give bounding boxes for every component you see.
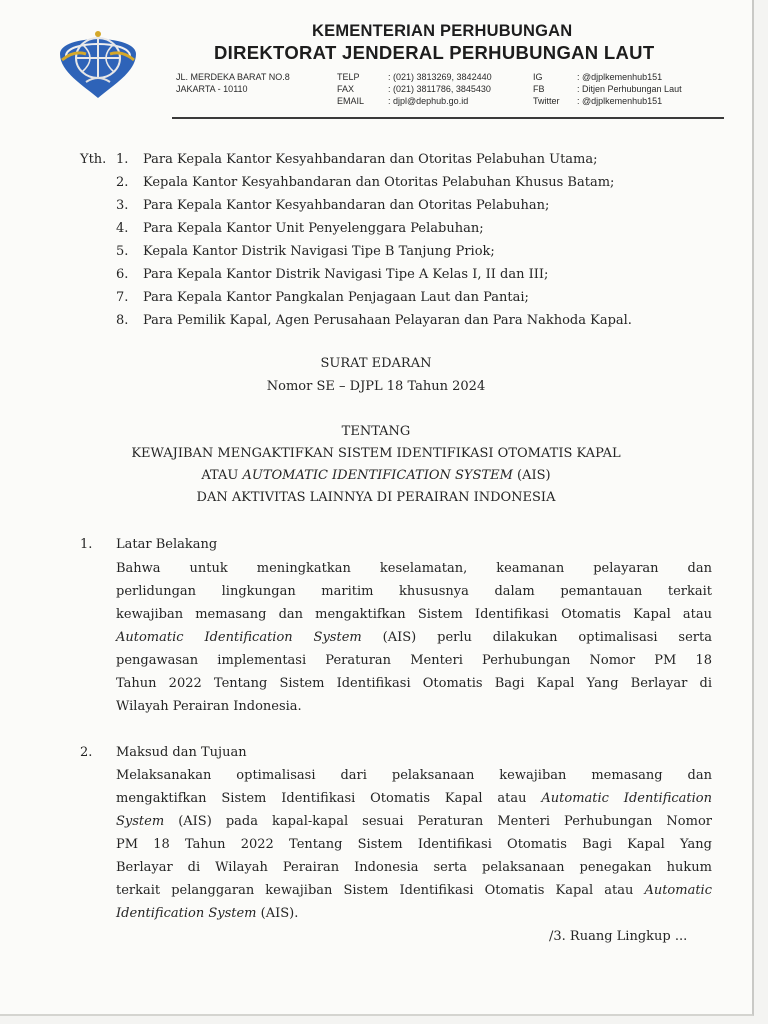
section-heading: Maksud dan Tujuan: [116, 745, 247, 760]
section-paragraph-line: Bahwa untuk meningkatkan keselamatan, keamanan pelayaran dan: [116, 561, 712, 576]
recipient-num: 4.: [116, 221, 129, 236]
address-line-2: JAKARTA - 10110: [176, 84, 248, 94]
recipient-num: 1.: [116, 152, 129, 167]
section-paragraph-line: Automatic Identification System (AIS) perlu dilakukan optimalisasi serta: [116, 630, 712, 645]
fax-label: FAX: [337, 84, 355, 94]
section-paragraph-line: Berlayar di Wilayah Perairan Indonesia serta pelaksanaan penegakan hukum: [116, 860, 712, 875]
recipient-num: 3.: [116, 198, 129, 213]
circular-title-line-1: KEWAJIBAN MENGAKTIFKAN SISTEM IDENTIFIKASI OTOMATIS KAPAL: [131, 446, 621, 461]
address-line-1: JL. MERDEKA BARAT NO.8: [176, 72, 290, 82]
recipient-num: 6.: [116, 267, 129, 282]
recipient-num: 8.: [116, 313, 129, 328]
twitter-label: Twitter: [533, 96, 560, 106]
fax-value: : (021) 3811786, 3845430: [388, 84, 491, 94]
letterhead-divider: [172, 117, 724, 119]
circular-number: Nomor SE – DJPL 18 Tahun 2024: [266, 379, 486, 394]
circular-about: TENTANG: [341, 424, 411, 439]
recipients-prefix: Yth.: [80, 152, 107, 167]
circular-title-line-2: ATAU AUTOMATIC IDENTIFICATION SYSTEM (AIS): [201, 468, 551, 483]
section-paragraph-line: perlidungan lingkungan maritim khususnya dalam pemantauan terkait: [116, 584, 712, 599]
ig-value: : @djplkemenhub151: [577, 72, 663, 82]
section-paragraph-line: pengawasan implementasi Peraturan Menteri Perhubungan Nomor PM 18: [116, 653, 712, 668]
telp-label: TELP: [337, 72, 360, 82]
ig-label: IG: [533, 72, 543, 82]
email-label: EMAIL: [337, 96, 365, 106]
section-paragraph-line: System (AIS) pada kapal-kapal sesuai Peraturan Menteri Perhubungan Nomor: [116, 814, 712, 829]
section-heading: Latar Belakang: [116, 537, 218, 552]
section-number: 2.: [80, 745, 93, 760]
recipient-num: 5.: [116, 244, 129, 259]
recipient-item: Para Kepala Kantor Unit Penyelenggara Pelabuhan;: [143, 221, 484, 236]
section-paragraph-line: mengaktifkan Sistem Identifikasi Otomatis Kapal atau Automatic Identification: [116, 791, 712, 806]
section-paragraph-line: PM 18 Tahun 2022 Tentang Sistem Identifikasi Otomatis Bagi Kapal Yang: [116, 837, 712, 852]
ministry-emblem-icon: [52, 20, 144, 102]
recipient-item: Para Kepala Kantor Pangkalan Penjagaan Laut dan Pantai;: [143, 290, 529, 305]
fb-label: FB: [533, 84, 545, 94]
section-paragraph-line: Tahun 2022 Tentang Sistem Identifikasi Otomatis Bagi Kapal Yang Berlayar di: [116, 676, 712, 691]
circular-title-line-3: DAN AKTIVITAS LAINNYA DI PERAIRAN INDONESIA: [196, 490, 556, 505]
ministry-name: KEMENTERIAN PERHUBUNGAN: [312, 22, 573, 40]
recipient-num: 7.: [116, 290, 129, 305]
section-paragraph-line: kewajiban memasang dan mengaktifkan Sistem Identifikasi Otomatis Kapal atau: [116, 607, 712, 622]
section-number: 1.: [80, 537, 93, 552]
twitter-value: : @djplkemenhub151: [577, 96, 663, 106]
recipient-item: Para Pemilik Kapal, Agen Perusahaan Pelayaran dan Para Nakhoda Kapal.: [143, 313, 632, 328]
recipient-item: Kepala Kantor Distrik Navigasi Tipe B Tanjung Priok;: [143, 244, 495, 259]
circular-type: SURAT EDARAN: [320, 356, 432, 371]
recipient-item: Para Kepala Kantor Distrik Navigasi Tipe A Kelas I, II dan III;: [143, 267, 549, 282]
section-paragraph-line: terkait pelanggaran kewajiban Sistem Identifikasi Otomatis Kapal atau Automatic: [116, 883, 712, 898]
section-paragraph-line: Identification System (AIS).: [116, 906, 299, 921]
page-continuation-note: /3. Ruang Lingkup ...: [549, 929, 688, 944]
telp-value: : (021) 3813269, 3842440: [388, 72, 492, 82]
section-paragraph-line: Melaksanakan optimalisasi dari pelaksanaan kewajiban memasang dan: [116, 768, 712, 783]
section-paragraph-line: Wilayah Perairan Indonesia.: [116, 699, 302, 714]
directorate-name: DIREKTORAT JENDERAL PERHUBUNGAN LAUT: [214, 42, 655, 63]
recipient-item: Para Kepala Kantor Kesyahbandaran dan Otoritas Pelabuhan;: [143, 198, 550, 213]
recipient-num: 2.: [116, 175, 129, 190]
email-value: : djpl@dephub.go.id: [388, 96, 469, 106]
fb-value: : Ditjen Perhubungan Laut: [577, 84, 682, 94]
recipient-item: Kepala Kantor Kesyahbandaran dan Otoritas Pelabuhan Khusus Batam;: [143, 175, 615, 190]
recipient-item: Para Kepala Kantor Kesyahbandaran dan Otoritas Pelabuhan Utama;: [143, 152, 598, 167]
